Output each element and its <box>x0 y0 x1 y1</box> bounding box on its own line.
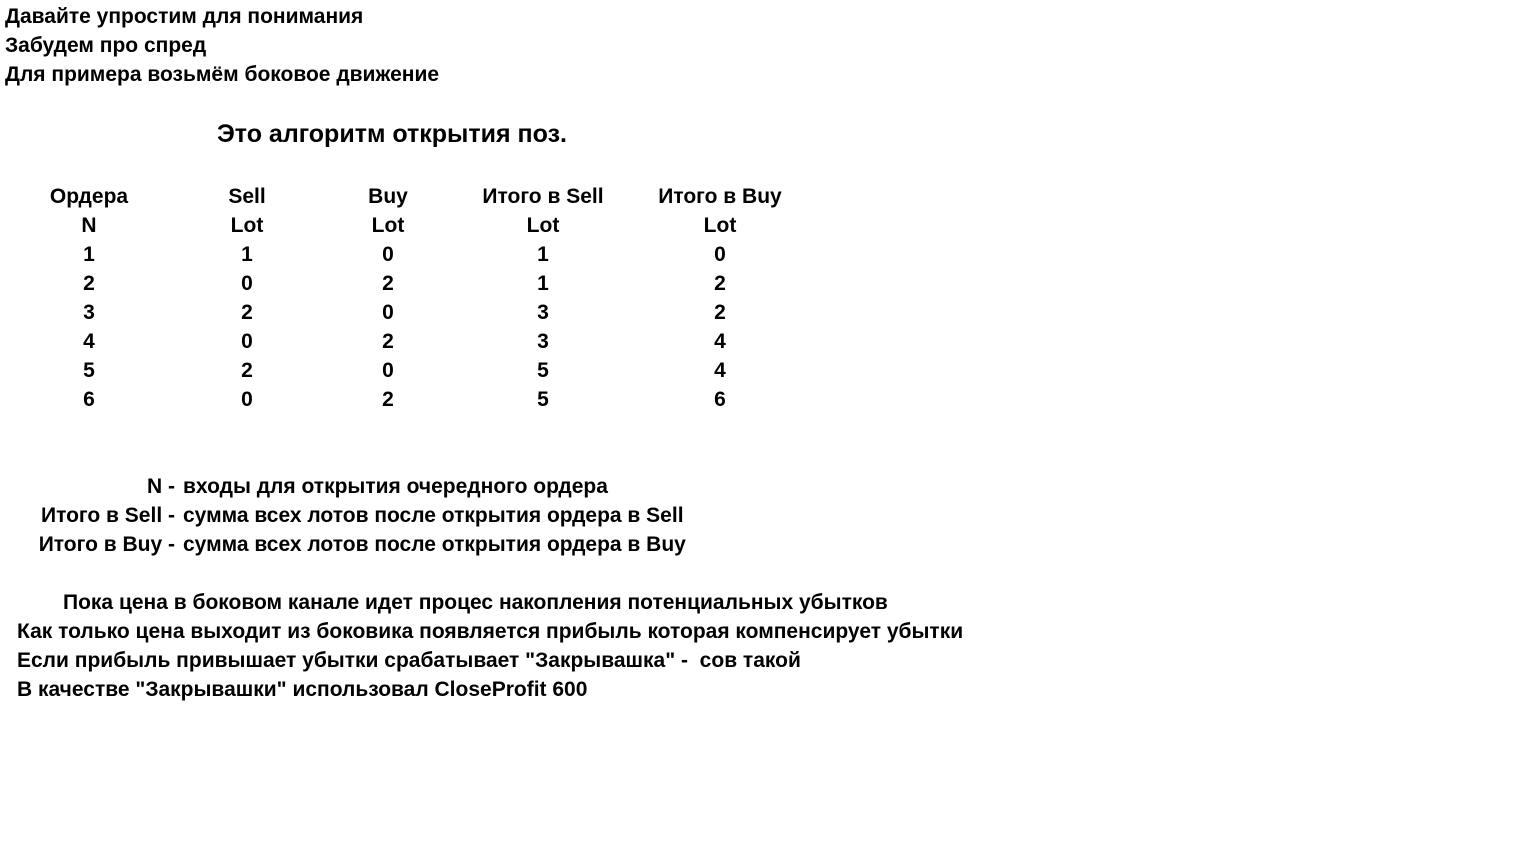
legend-def-n: входы для открытия очередного ордера <box>183 475 608 498</box>
table-cell: 0 <box>382 243 394 266</box>
intro-line-3: Для примера возьмём боковое движение <box>5 63 440 86</box>
intro-line-2: Забудем про спред <box>5 34 207 57</box>
table-cell: 1 <box>241 243 253 266</box>
intro-line-1: Давайте упростим для понимания <box>5 5 364 28</box>
table-cell: 2 <box>382 272 394 295</box>
table-cell: 4 <box>714 359 726 382</box>
table-cell: 1 <box>537 272 549 295</box>
col-header-buy: Buy <box>368 185 408 208</box>
table-cell: 3 <box>537 330 549 353</box>
table-cell: 0 <box>241 388 253 411</box>
legend-term-total-buy: Итого в Buy - <box>38 533 175 556</box>
table-cell: 0 <box>382 359 394 382</box>
table-cell: 2 <box>714 301 726 324</box>
col-header-total-buy: Итого в Buy <box>658 185 782 208</box>
note-line-3: Если прибыль привышает убытки срабатывает "Закрывашка" - сов такой <box>17 649 801 672</box>
table-cell: 2 <box>241 301 253 324</box>
legend-def-total-buy: сумма всех лотов после открытия ордера в Buy <box>183 533 686 556</box>
legend-term-total-sell: Итого в Sell - <box>41 504 175 527</box>
table-cell: 5 <box>537 359 549 382</box>
legend-term-n: N - <box>147 475 175 498</box>
table-cell: 6 <box>714 388 726 411</box>
table-cell: 3 <box>537 301 549 324</box>
table-cell: 0 <box>714 243 726 266</box>
col-header-orders: Ордера <box>49 185 129 208</box>
col-header-total-sell: Итого в Sell <box>482 185 604 208</box>
col-header-sell: Sell <box>228 185 266 208</box>
table-cell: 2 <box>714 272 726 295</box>
table-cell: 2 <box>382 330 394 353</box>
table-cell: 0 <box>382 301 394 324</box>
note-line-2: Как только цена выходит из боковика появляется прибыль которая компенсирует убытки <box>17 620 964 643</box>
table-cell: 2 <box>83 272 95 295</box>
table-cell: 2 <box>241 359 253 382</box>
table-cell: 0 <box>241 330 253 353</box>
table-cell: 1 <box>537 243 549 266</box>
table-cell: 4 <box>83 330 95 353</box>
note-line-4: В качестве "Закрывашки" использовал CloseProfit 600 <box>17 678 588 701</box>
col-subheader-total-sell: Lot <box>526 214 560 237</box>
table-cell: 2 <box>382 388 394 411</box>
table-cell: 4 <box>714 330 726 353</box>
col-subheader-sell: Lot <box>230 214 264 237</box>
page-title: Это алгоритм открытия поз. <box>217 120 567 148</box>
col-subheader-total-buy: Lot <box>703 214 737 237</box>
col-subheader-buy: Lot <box>371 214 405 237</box>
table-cell: 6 <box>83 388 95 411</box>
legend-def-total-sell: сумма всех лотов после открытия ордера в Sell <box>183 504 684 527</box>
col-subheader-orders: N <box>81 214 97 237</box>
note-line-1: Пока цена в боковом канале идет процес накопления потенциальных убытков <box>63 591 888 614</box>
table-cell: 0 <box>241 272 253 295</box>
table-cell: 3 <box>83 301 95 324</box>
table-cell: 1 <box>83 243 95 266</box>
table-cell: 5 <box>537 388 549 411</box>
table-cell: 5 <box>83 359 95 382</box>
